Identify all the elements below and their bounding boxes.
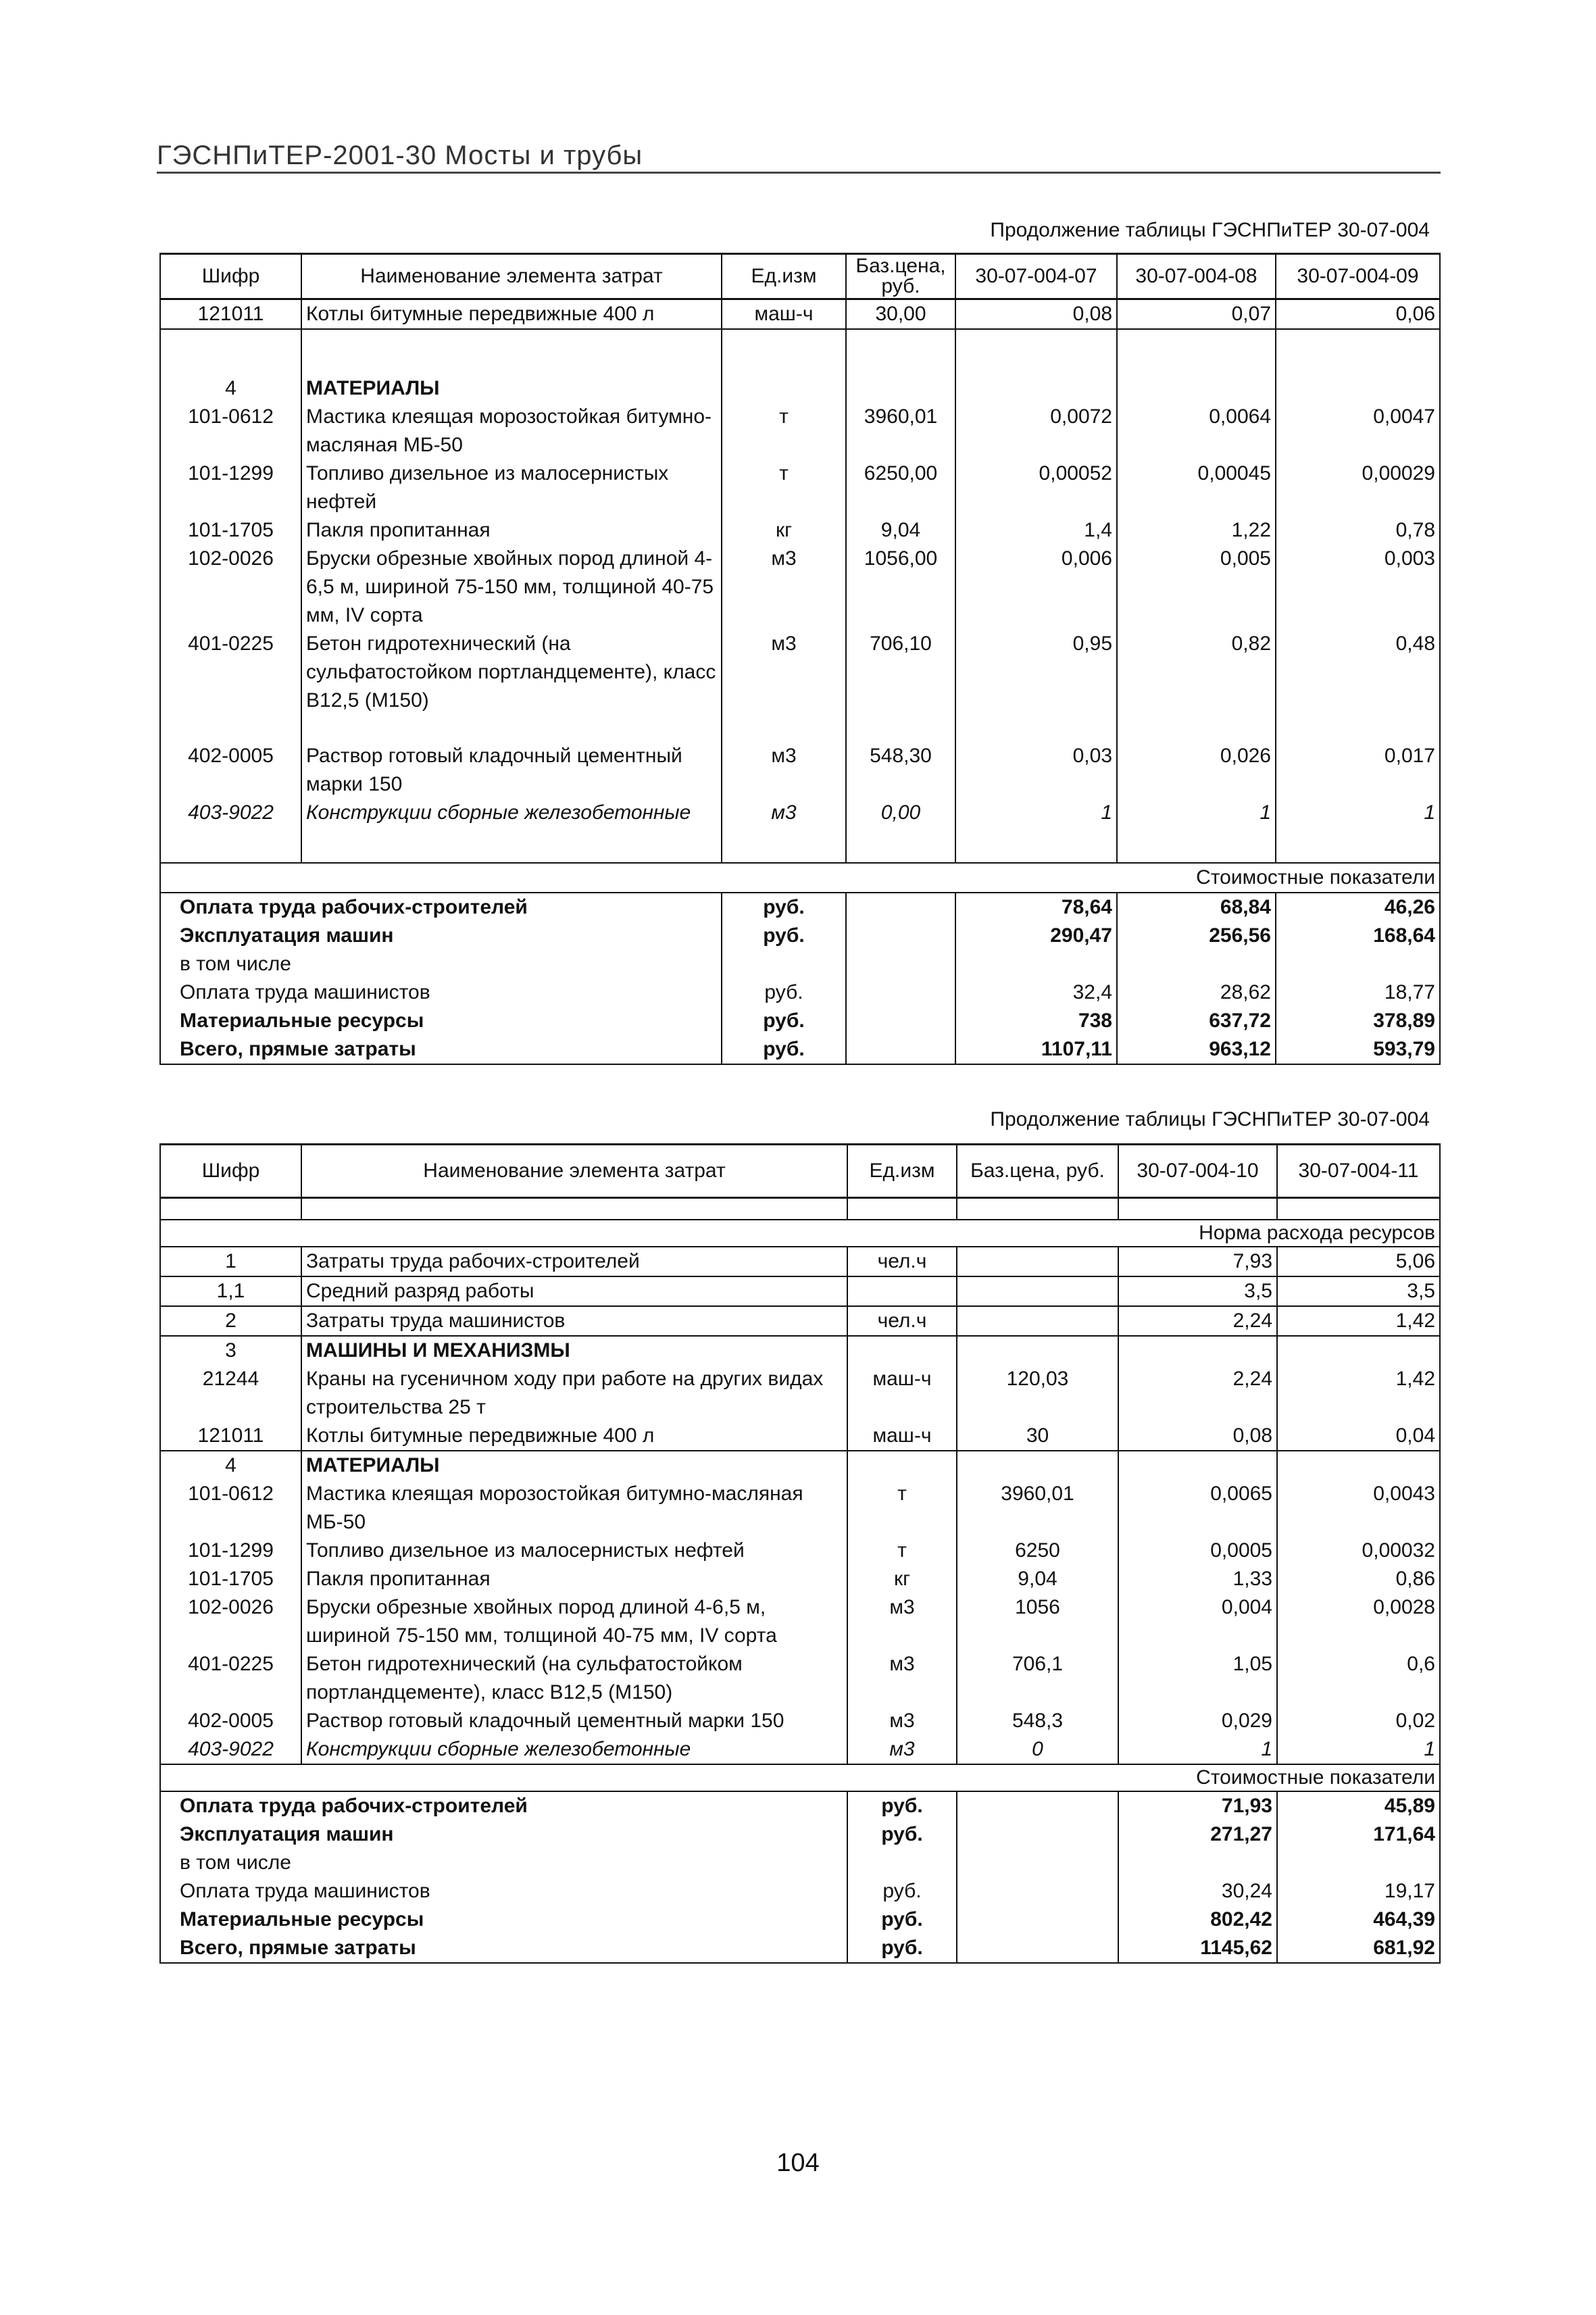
table-row <box>160 1365 1440 1422</box>
cost-unit: руб. <box>722 1007 846 1035</box>
row-value: 0,0005 <box>1118 1537 1277 1565</box>
cost-label: Всего, прямые затраты <box>160 1035 722 1064</box>
row-name: Пакля пропитанная <box>301 1565 847 1593</box>
row-value: 0,48 <box>1276 630 1440 715</box>
table-row <box>160 630 1440 715</box>
cost-value: 802,42 <box>1118 1906 1277 1934</box>
col-header-v2: 30-07-004-08 <box>1117 254 1276 299</box>
row-code: 102-0026 <box>160 545 301 630</box>
cost-value: 71,93 <box>1118 1791 1277 1820</box>
row-value: 0,95 <box>955 630 1117 715</box>
row-value: 0,08 <box>955 299 1117 330</box>
row-unit: м3 <box>722 799 846 827</box>
row-unit: м3 <box>847 1735 957 1764</box>
cost-value: 168,64 <box>1276 922 1440 950</box>
cost-row <box>160 1007 1440 1035</box>
cost-value: 78,64 <box>955 893 1117 922</box>
row-unit: т <box>722 403 846 459</box>
row-price: 9,04 <box>957 1565 1118 1593</box>
row-name: Затраты труда рабочих-строителей <box>301 1247 847 1276</box>
col-header-code: Шифр <box>160 1145 301 1198</box>
row-code: 102-0026 <box>160 1593 301 1650</box>
cost-value: 290,47 <box>955 922 1117 950</box>
cost-row <box>160 1906 1440 1934</box>
section-title: МАШИНЫ И МЕХАНИЗМЫ <box>301 1336 847 1365</box>
row-value: 3,5 <box>1277 1276 1440 1306</box>
row-value: 5,06 <box>1277 1247 1440 1276</box>
row-code: 101-1299 <box>160 459 301 516</box>
row-name: Бруски обрезные хвойных пород длиной 4-6,5 м, шириной 75-150 мм, толщиной 40-75 мм, IV сорта <box>301 545 722 630</box>
cost-label: Материальные ресурсы <box>160 1007 722 1035</box>
row-value: 0,00045 <box>1117 459 1276 516</box>
cost-row <box>160 1791 1440 1820</box>
row-value: 0,0043 <box>1277 1480 1440 1537</box>
row-value: 1,05 <box>1118 1650 1277 1707</box>
table-row <box>160 1537 1440 1565</box>
header-rule <box>157 172 1441 174</box>
row-value: 1 <box>1118 1735 1277 1764</box>
section-row <box>160 1336 1440 1365</box>
cost-value: 1107,11 <box>955 1035 1117 1064</box>
row-value: 0,003 <box>1276 545 1440 630</box>
row-value: 0,86 <box>1277 1565 1440 1593</box>
section-title: МАТЕРИАЛЫ <box>301 374 722 403</box>
col-header-v2: 30-07-004-11 <box>1277 1145 1440 1198</box>
row-name: Бетон гидротехнический (на сульфатостойком портландцементе), класс В12,5 (М150) <box>301 1650 847 1707</box>
row-value: 1 <box>1117 799 1276 827</box>
row-code: 4 <box>160 374 301 403</box>
cost-unit: руб. <box>722 1035 846 1064</box>
table-row <box>160 1480 1440 1537</box>
row-value: 0,07 <box>1117 299 1276 330</box>
row-value: 0,03 <box>955 742 1117 799</box>
row-unit: маш-ч <box>722 299 846 330</box>
row-price: 6250,00 <box>846 459 955 516</box>
col-header-price: Баз.цена, руб. <box>957 1145 1118 1198</box>
row-code: 1 <box>160 1247 301 1276</box>
cost-value: 681,92 <box>1277 1934 1440 1963</box>
cost-value: 1145,62 <box>1118 1934 1277 1963</box>
row-value: 0,0028 <box>1277 1593 1440 1650</box>
cost-label: в том числе <box>160 950 722 978</box>
col-header-name: Наименование элемента затрат <box>301 254 722 299</box>
row-value: 0,026 <box>1117 742 1276 799</box>
row-code: 121011 <box>160 299 301 330</box>
cost-unit: руб. <box>847 1934 957 1963</box>
table-row <box>160 1593 1440 1650</box>
cost-unit: руб. <box>847 1791 957 1820</box>
row-value: 1,42 <box>1277 1365 1440 1422</box>
row-price: 706,1 <box>957 1650 1118 1707</box>
page-header-title: ГЭСНПиТЕР-2001-30 Мосты и трубы <box>157 141 643 170</box>
row-code: 402-0005 <box>160 1707 301 1735</box>
table-row <box>160 799 1440 827</box>
row-value: 0,02 <box>1277 1707 1440 1735</box>
row-name: Пакля пропитанная <box>301 516 722 545</box>
row-name: Затраты труда машинистов <box>301 1306 847 1336</box>
row-price: 9,04 <box>846 516 955 545</box>
table-row <box>160 1565 1440 1593</box>
row-value: 0,0072 <box>955 403 1117 459</box>
cost-header: Стоимостные показатели <box>160 863 1440 893</box>
row-unit: чел.ч <box>847 1247 957 1276</box>
cost-value: 256,56 <box>1117 922 1276 950</box>
row-value: 0,82 <box>1117 630 1276 715</box>
row-price: 3960,01 <box>846 403 955 459</box>
row-code: 402-0005 <box>160 742 301 799</box>
norm-header-row <box>160 1220 1440 1247</box>
row-price: 1056 <box>957 1593 1118 1650</box>
row-value: 0,78 <box>1276 516 1440 545</box>
spacer-row <box>160 827 1440 863</box>
row-price: 1056,00 <box>846 545 955 630</box>
cost-value: 464,39 <box>1277 1906 1440 1934</box>
cost-label: Материальные ресурсы <box>160 1906 847 1934</box>
row-value: 0,00052 <box>955 459 1117 516</box>
table-row <box>160 1650 1440 1707</box>
cost-label: в том числе <box>160 1849 847 1877</box>
row-code: 403-9022 <box>160 1735 301 1764</box>
row-unit: м3 <box>847 1593 957 1650</box>
row-price: 120,03 <box>957 1365 1118 1422</box>
row-code: 101-0612 <box>160 1480 301 1537</box>
row-value: 0,00029 <box>1276 459 1440 516</box>
row-name: Котлы битумные передвижные 400 л <box>301 299 722 330</box>
row-name: Мастика клеящая морозостойкая битумно-масляная МБ-50 <box>301 403 722 459</box>
row-price: 548,30 <box>846 742 955 799</box>
table-row <box>160 1247 1440 1276</box>
row-unit <box>847 1276 957 1306</box>
cost-row <box>160 1820 1440 1849</box>
cost-label: Оплата труда рабочих-строителей <box>160 1791 847 1820</box>
cost-value: 32,4 <box>955 978 1117 1007</box>
cost-value: 46,26 <box>1276 893 1440 922</box>
row-price: 30,00 <box>846 299 955 330</box>
row-name: Краны на гусеничном ходу при работе на других видах строительства 25 т <box>301 1365 847 1422</box>
row-unit: кг <box>722 516 846 545</box>
row-unit: маш-ч <box>847 1422 957 1451</box>
spacer-row <box>160 1198 1440 1220</box>
table-row <box>160 459 1440 516</box>
table-row <box>160 545 1440 630</box>
row-name: Средний разряд работы <box>301 1276 847 1306</box>
table-row <box>160 299 1440 330</box>
cost-header-row <box>160 1764 1440 1791</box>
row-code: 101-1299 <box>160 1537 301 1565</box>
row-name: Мастика клеящая морозостойкая битумно-масляная МБ-50 <box>301 1480 847 1537</box>
table-row <box>160 1735 1440 1764</box>
row-code: 401-0225 <box>160 1650 301 1707</box>
cost-value: 19,17 <box>1277 1877 1440 1906</box>
col-header-unit: Ед.изм <box>847 1145 957 1198</box>
row-value: 0,004 <box>1118 1593 1277 1650</box>
row-name: Раствор готовый кладочный цементный марки 150 <box>301 1707 847 1735</box>
page-number: 104 <box>776 2149 820 2177</box>
col-header-price: Баз.цена, руб. <box>846 254 955 299</box>
cost-value: 28,62 <box>1117 978 1276 1007</box>
col-header-v1: 30-07-004-07 <box>955 254 1117 299</box>
cost-value: 593,79 <box>1276 1035 1440 1064</box>
row-price: 706,10 <box>846 630 955 715</box>
section-title: МАТЕРИАЛЫ <box>301 1451 847 1480</box>
row-value: 2,24 <box>1118 1306 1277 1336</box>
row-name: Бруски обрезные хвойных пород длиной 4-6,5 м, шириной 75-150 мм, толщиной 40-75 мм, IV сорта <box>301 1593 847 1650</box>
table2 <box>159 1143 1441 1964</box>
cost-value: 963,12 <box>1117 1035 1276 1064</box>
row-value: 0,0064 <box>1117 403 1276 459</box>
table1 <box>159 253 1441 1065</box>
col-header-code: Шифр <box>160 254 301 299</box>
row-price: 0,00 <box>846 799 955 827</box>
table2-caption: Продолжение таблицы ГЭСНПиТЕР 30-07-004 <box>990 1108 1430 1130</box>
cost-value: 738 <box>955 1007 1117 1035</box>
cost-label: Оплата труда машинистов <box>160 1877 847 1906</box>
row-value: 1,33 <box>1118 1565 1277 1593</box>
cost-row <box>160 922 1440 950</box>
row-name: Конструкции сборные железобетонные <box>301 1735 847 1764</box>
row-value: 0,04 <box>1277 1422 1440 1451</box>
row-price: 548,3 <box>957 1707 1118 1735</box>
cost-value: 68,84 <box>1117 893 1276 922</box>
row-value: 1,4 <box>955 516 1117 545</box>
col-header-v3: 30-07-004-09 <box>1276 254 1440 299</box>
row-value: 1,22 <box>1117 516 1276 545</box>
spacer-row <box>160 329 1440 374</box>
cost-value: 30,24 <box>1118 1877 1277 1906</box>
cost-unit: руб. <box>847 1906 957 1934</box>
row-price <box>957 1247 1118 1276</box>
row-value: 0,06 <box>1276 299 1440 330</box>
cost-label: Эксплуатация машин <box>160 1820 847 1849</box>
row-unit: маш-ч <box>847 1365 957 1422</box>
row-unit: м3 <box>722 545 846 630</box>
cost-unit: руб. <box>722 893 846 922</box>
table1-caption: Продолжение таблицы ГЭСНПиТЕР 30-07-004 <box>990 219 1430 241</box>
cost-row <box>160 978 1440 1007</box>
cost-value: 637,72 <box>1117 1007 1276 1035</box>
row-code: 101-0612 <box>160 403 301 459</box>
cost-row <box>160 893 1440 922</box>
row-value: 1,42 <box>1277 1306 1440 1336</box>
row-value: 2,24 <box>1118 1365 1277 1422</box>
section-row <box>160 374 1440 403</box>
row-value: 1 <box>955 799 1117 827</box>
cost-row <box>160 1849 1440 1877</box>
row-unit: м3 <box>847 1650 957 1707</box>
table-row <box>160 742 1440 799</box>
cost-row <box>160 950 1440 978</box>
cost-label: Всего, прямые затраты <box>160 1934 847 1963</box>
row-value: 0,08 <box>1118 1422 1277 1451</box>
cost-header: Стоимостные показатели <box>160 1764 1440 1791</box>
row-name: Бетон гидротехнический (на сульфатостойком портландцементе), класс В12,5 (М150) <box>301 630 722 715</box>
row-code: 121011 <box>160 1422 301 1451</box>
row-code: 3 <box>160 1336 301 1365</box>
cost-unit: руб. <box>847 1820 957 1849</box>
row-value: 7,93 <box>1118 1247 1277 1276</box>
row-price: 3960,01 <box>957 1480 1118 1537</box>
row-unit: т <box>847 1480 957 1537</box>
row-value: 0,00032 <box>1277 1537 1440 1565</box>
table-row <box>160 516 1440 545</box>
row-price: 30 <box>957 1422 1118 1451</box>
table2-header-row <box>160 1145 1440 1198</box>
row-value: 0,0047 <box>1276 403 1440 459</box>
row-unit: кг <box>847 1565 957 1593</box>
row-code: 4 <box>160 1451 301 1480</box>
cost-unit: руб. <box>847 1877 957 1906</box>
cost-row <box>160 1877 1440 1906</box>
row-value: 1 <box>1276 799 1440 827</box>
row-value: 1 <box>1277 1735 1440 1764</box>
row-value: 0,006 <box>955 545 1117 630</box>
spacer-row <box>160 715 1440 742</box>
col-header-unit: Ед.изм <box>722 254 846 299</box>
row-price <box>957 1276 1118 1306</box>
col-header-v1: 30-07-004-10 <box>1118 1145 1277 1198</box>
norm-header: Норма расхода ресурсов <box>160 1220 1440 1247</box>
row-code: 401-0225 <box>160 630 301 715</box>
cost-value: 45,89 <box>1277 1791 1440 1820</box>
row-price: 0 <box>957 1735 1118 1764</box>
col-header-name: Наименование элемента затрат <box>301 1145 847 1198</box>
table-row <box>160 1276 1440 1306</box>
row-value: 0,029 <box>1118 1707 1277 1735</box>
row-value: 0,005 <box>1117 545 1276 630</box>
table-row <box>160 1422 1440 1451</box>
cost-unit: руб. <box>722 922 846 950</box>
row-unit: чел.ч <box>847 1306 957 1336</box>
cost-value: 18,77 <box>1276 978 1440 1007</box>
row-value: 0,6 <box>1277 1650 1440 1707</box>
row-name: Конструкции сборные железобетонные <box>301 799 722 827</box>
table-row <box>160 403 1440 459</box>
table-row <box>160 1707 1440 1735</box>
row-name: Топливо дизельное из малосернистых нефтей <box>301 459 722 516</box>
cost-value: 171,64 <box>1277 1820 1440 1849</box>
row-unit: м3 <box>722 742 846 799</box>
section-row <box>160 1451 1440 1480</box>
table1-header-row <box>160 254 1440 299</box>
cost-row <box>160 1934 1440 1963</box>
row-name: Раствор готовый кладочный цементный марки 150 <box>301 742 722 799</box>
row-price <box>957 1306 1118 1336</box>
row-code: 2 <box>160 1306 301 1336</box>
row-name: Топливо дизельное из малосернистых нефтей <box>301 1537 847 1565</box>
cost-label: Эксплуатация машин <box>160 922 722 950</box>
cost-header-row <box>160 863 1440 893</box>
cost-label: Оплата труда машинистов <box>160 978 722 1007</box>
cost-value: 271,27 <box>1118 1820 1277 1849</box>
row-unit: т <box>722 459 846 516</box>
row-value: 3,5 <box>1118 1276 1277 1306</box>
row-unit: м3 <box>847 1707 957 1735</box>
row-code: 403-9022 <box>160 799 301 827</box>
cost-unit: руб. <box>722 978 846 1007</box>
row-code: 1,1 <box>160 1276 301 1306</box>
cost-row <box>160 1035 1440 1064</box>
row-name: Котлы битумные передвижные 400 л <box>301 1422 847 1451</box>
row-value: 0,0065 <box>1118 1480 1277 1537</box>
row-code: 101-1705 <box>160 1565 301 1593</box>
row-price: 6250 <box>957 1537 1118 1565</box>
table-row <box>160 1306 1440 1336</box>
row-code: 21244 <box>160 1365 301 1422</box>
row-unit: м3 <box>722 630 846 715</box>
cost-label: Оплата труда рабочих-строителей <box>160 893 722 922</box>
row-value: 0,017 <box>1276 742 1440 799</box>
row-code: 101-1705 <box>160 516 301 545</box>
cost-value: 378,89 <box>1276 1007 1440 1035</box>
row-unit: т <box>847 1537 957 1565</box>
